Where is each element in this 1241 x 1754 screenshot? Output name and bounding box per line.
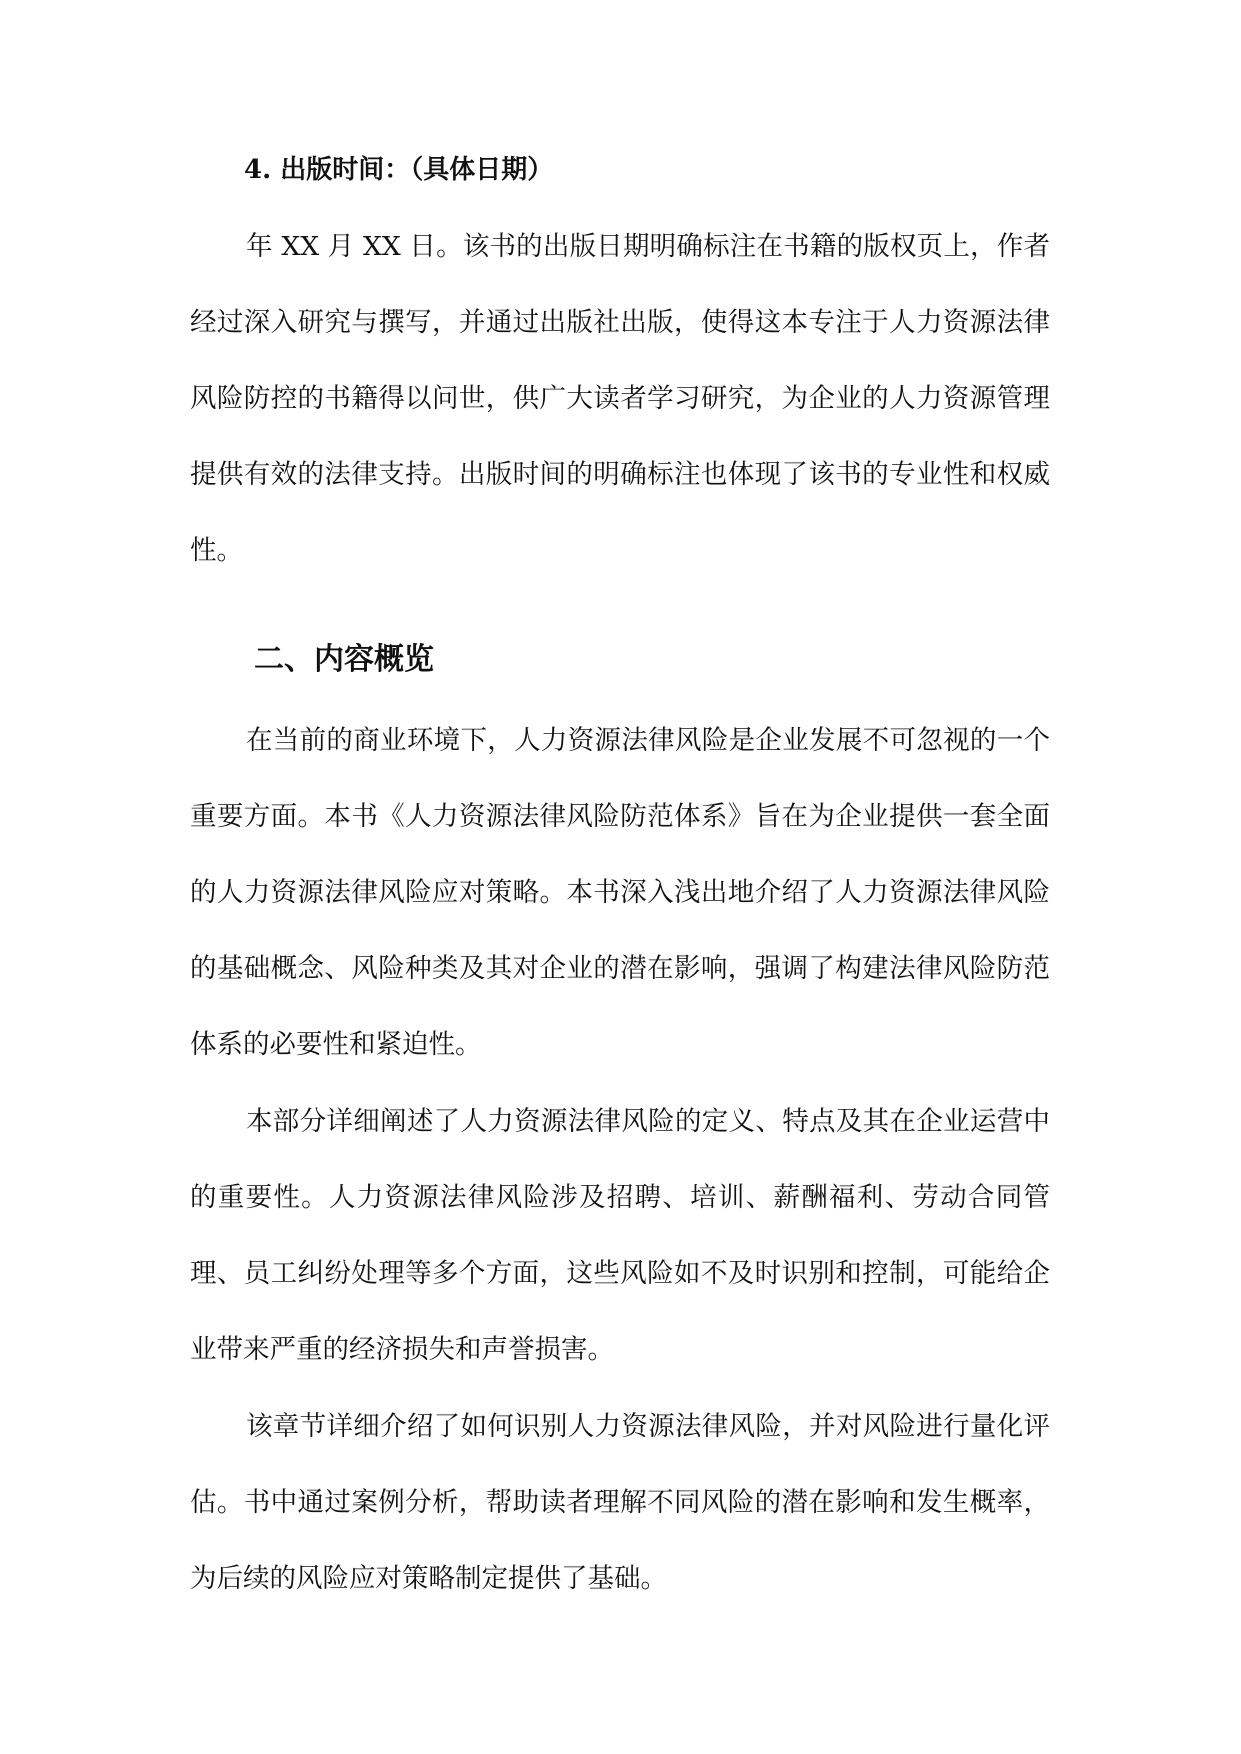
overview-paragraph-intro: 在当前的商业环境下，人力资源法律风险是企业发展不可忽视的一个重要方面。本书《人力资源法律风险防范体系》旨在为企业提供一套全面的人力资源法律风险应对策略。本书深入浅出地介绍了人力资源法律风险的基础概念、风险种类及其对企业的潜在影响，强调了构建法律风险防范体系的必要性和紧迫性。 [190,725,1050,1060]
publication-date-paragraph: 年 XX 月 XX 日。该书的出版日期明确标注在书籍的版权页上，作者经过深入研究与撰写，并通过出版社出版，使得这本专注于人力资源法律风险防控的书籍得以问世，供广大读者学习研究，为企业的人力资源管理提供有效的法律支持。出版时间的明确标注也体现了该书的专业性和权威性。 [190,231,1050,566]
subheading-publication-date: 4. 出版时间：（具体日期） [244,155,554,185]
overview-paragraph-definition: 本部分详细阐述了人力资源法律风险的定义、特点及其在企业运营中的重要性。人力资源法律风险涉及招聘、培训、薪酬福利、劳动合同管理、员工纠纷处理等多个方面，这些风险如不及时识别和控制，可能给企业带来严重的经济损失和声誉损害。 [190,1106,1050,1365]
overview-paragraph-identification: 该章节详细介绍了如何识别人力资源法律风险，并对风险进行量化评估。书中通过案例分析，帮助读者理解不同风险的潜在影响和发生概率，为后续的风险应对策略制定提供了基础。 [190,1411,1050,1594]
section-title-content-overview: 二、内容概览 [254,642,434,677]
